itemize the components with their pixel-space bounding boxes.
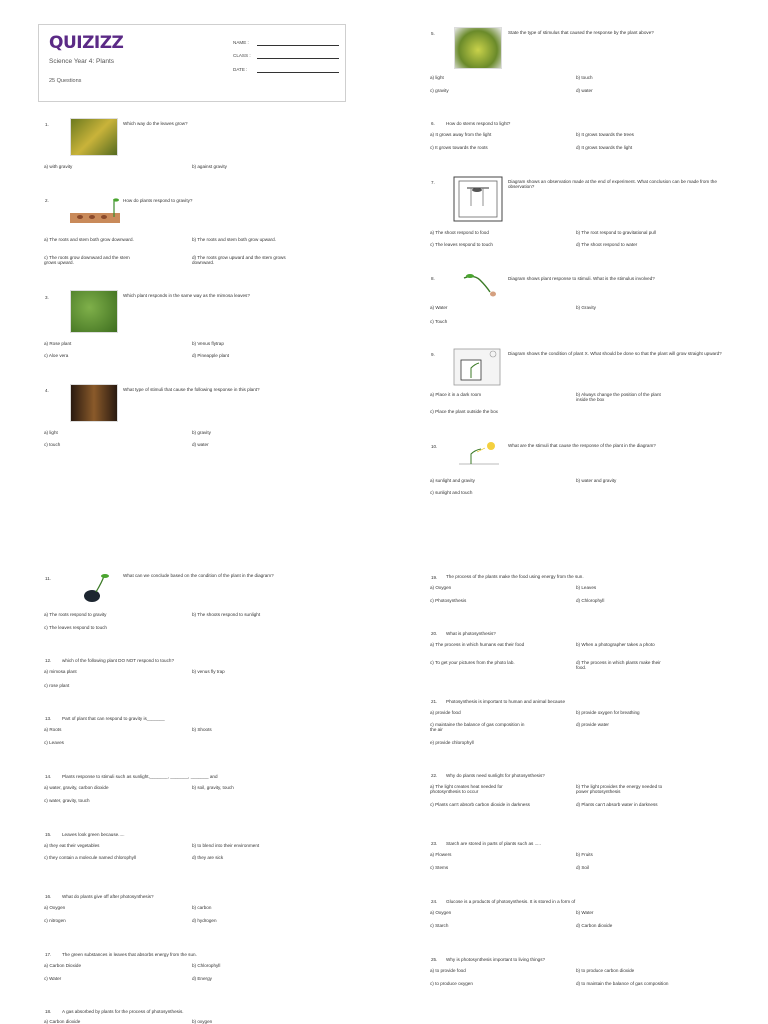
answer-option[interactable]: b) to produce carbon dioxide xyxy=(576,968,635,973)
answer-option[interactable]: b) against gravity xyxy=(192,164,227,169)
answer-option[interactable]: c) sunlight and touch xyxy=(430,490,473,495)
question-text: The process of the plants make the food using energy from the sun. xyxy=(446,574,584,579)
answer-option[interactable]: b) The roots and stem both grow upward. xyxy=(192,237,276,242)
answer-option[interactable]: c) Leaves xyxy=(44,740,64,745)
question-number: 14. xyxy=(45,774,52,779)
answer-option[interactable]: a) to provide food xyxy=(430,968,466,973)
answer-option[interactable]: d) they are sick xyxy=(192,855,224,860)
answer-option[interactable]: d) Chlorophyll xyxy=(576,598,605,603)
worksheet-title: Science Year 4: Plants xyxy=(49,58,115,65)
question-number: 10. xyxy=(431,444,438,449)
answer-option[interactable]: c) The leaves respond to touch xyxy=(44,625,107,630)
answer-option[interactable]: b) Shoots xyxy=(192,727,212,732)
answer-option[interactable]: c) The leaves respond to touch xyxy=(430,242,493,247)
answer-option[interactable]: a) water, gravity, carbon dioxide xyxy=(44,785,109,790)
answer-option[interactable]: c) to produce oxygen xyxy=(430,981,473,986)
answer-option[interactable]: a) The process in which humans eat their food xyxy=(430,642,525,647)
question-text: Starch are stored in parts of plants such as ..... xyxy=(446,841,541,846)
answer-option[interactable]: b) The light provides the energy needed to power photosynthesis xyxy=(576,784,663,795)
answer-option[interactable]: b) Leaves xyxy=(576,585,597,590)
answer-option[interactable]: c) To get your pictures from the photo lab. xyxy=(430,660,515,665)
question-number: 18. xyxy=(45,1009,52,1014)
question-number: 4. xyxy=(45,388,49,393)
question-number: 11. xyxy=(45,576,52,581)
answer-option[interactable]: b) The root respond to gravitational pull xyxy=(576,230,656,235)
answer-option[interactable]: c) It grows towards the roots xyxy=(430,145,488,150)
answer-option[interactable]: a) The roots respond to gravity xyxy=(44,612,107,617)
question-text: State the type of stimulus that caused the response by the plant above? xyxy=(508,30,654,35)
answer-option[interactable]: c) Plants can't absorb carbon dioxide in darkness xyxy=(430,802,530,807)
answer-option[interactable]: b) When a photographer takes a photo xyxy=(576,642,655,647)
answer-option[interactable]: b) venus fly trap xyxy=(192,669,225,674)
answer-option[interactable]: e) provide chlorophyll xyxy=(430,740,474,745)
venus-flytrap-image xyxy=(454,27,502,69)
answer-option[interactable]: a) sunlight and gravity xyxy=(430,478,475,483)
answer-option[interactable]: d) Pineapple plant xyxy=(192,353,230,358)
class-field[interactable] xyxy=(257,58,339,59)
answer-option[interactable]: b) touch xyxy=(576,75,593,80)
question-text: How do plants respond to gravity? xyxy=(123,198,193,203)
answer-option[interactable]: c) Starch xyxy=(430,923,449,928)
name-label: NAME : xyxy=(233,40,249,45)
experiment-diagram xyxy=(453,176,503,222)
question-number: 22. xyxy=(431,773,438,778)
question-number: 6. xyxy=(431,121,435,126)
answer-option[interactable]: b) water and gravity xyxy=(576,478,617,483)
answer-option[interactable]: d) Carbon dioxide xyxy=(576,923,613,928)
question-number: 17. xyxy=(45,952,52,957)
mimosa-image xyxy=(70,290,118,333)
tendril-diagram xyxy=(460,270,500,300)
question-text: What are the stimuli that cause the response of the plant in the diagram? xyxy=(508,443,656,448)
question-text: Why do plants need sunlight for photosynthesis? xyxy=(446,773,545,778)
potted-plant-image xyxy=(70,570,120,606)
question-text: Which plant responds in the same way as the mimosa leaves? xyxy=(123,293,250,298)
question-text: Diagram shows plant response to stimuli. What is the stimulus involved? xyxy=(508,276,655,281)
answer-option[interactable]: d) It grows towards the light xyxy=(576,145,633,150)
answer-option[interactable]: a) light xyxy=(430,75,444,80)
name-field[interactable] xyxy=(257,45,339,46)
answer-option[interactable]: a) with gravity xyxy=(44,164,73,169)
answer-option[interactable]: c) gravity xyxy=(430,88,449,93)
answer-option[interactable]: a) light xyxy=(44,430,58,435)
answer-option[interactable]: c) Touch xyxy=(430,319,448,324)
question-text: Part of plant that can respond to gravity is_______ xyxy=(62,716,165,721)
question-text: Photosynthesis is important to human and animal because xyxy=(446,699,565,704)
answer-option[interactable]: d) provide water xyxy=(576,722,609,727)
answer-option[interactable]: c) Place the plant outside the box xyxy=(430,409,498,414)
question-text: Diagram shows an observation made at the end of experiment. What conclusion can be made from the observation? xyxy=(508,179,717,190)
question-text: which of the following plant DO NOT respond to touch? xyxy=(62,658,175,663)
answer-option[interactable]: d) water xyxy=(576,88,593,93)
question-number: 9. xyxy=(431,352,435,357)
answer-option[interactable]: b) Always change the position of the plant inside the box xyxy=(576,392,661,403)
answer-option[interactable]: d) water xyxy=(192,442,209,447)
question-text: What type of stimuli that cause the following response in this plant? xyxy=(123,387,260,392)
answer-option[interactable]: b) Fruits xyxy=(576,852,593,857)
class-label: CLASS : xyxy=(233,53,251,58)
answer-option[interactable]: d) Energy xyxy=(192,976,212,981)
answer-option[interactable]: b) Water xyxy=(576,910,594,915)
answer-option[interactable]: a) It grows away from the light xyxy=(430,132,492,137)
answer-option[interactable]: c) maintaine the balance of gas composition in the air xyxy=(430,722,525,733)
answer-option[interactable]: c) they contain a molecule named chlorophyll xyxy=(44,855,136,860)
answer-option[interactable]: a) mimosa plant xyxy=(44,669,77,674)
answer-option[interactable]: c) Stems xyxy=(430,865,449,870)
answer-option[interactable]: a) Rose plant xyxy=(44,341,72,346)
answer-option[interactable]: b) Gravity xyxy=(576,305,596,310)
answer-option[interactable]: a) Roots xyxy=(44,727,62,732)
answer-option[interactable]: b) carbon xyxy=(192,905,212,910)
question-number: 5. xyxy=(431,31,435,36)
answer-option[interactable]: a) Carbon Dioxide xyxy=(44,963,82,968)
date-field[interactable] xyxy=(257,72,339,73)
answer-option[interactable]: c) touch xyxy=(44,442,61,447)
quizizz-logo: QUIZIZZ xyxy=(49,33,124,53)
answer-option[interactable]: d) Plants can't absorb water in darkness xyxy=(576,802,658,807)
question-text: What do plants give off after photosynthesis? xyxy=(62,894,154,899)
question-number: 1. xyxy=(45,122,49,127)
answer-option[interactable]: a) Water xyxy=(430,305,448,310)
answer-option[interactable]: d) The roots grow upward and the stem grows downward. xyxy=(192,255,286,266)
question-number: 8. xyxy=(431,276,435,281)
question-number: 13. xyxy=(45,716,52,721)
answer-option[interactable]: c) Photosynthesis xyxy=(430,598,467,603)
answer-option[interactable]: b) oxygen xyxy=(192,1019,213,1024)
answer-option[interactable]: a) Oxygen xyxy=(44,905,66,910)
sunlight-plant-diagram xyxy=(455,438,503,470)
question-text: Why is photosynthesis important to living things? xyxy=(446,957,546,962)
answer-option[interactable]: a) The light creates heat needed for photosynthesis to occur xyxy=(430,784,503,795)
answer-option[interactable]: c) Aloe vera xyxy=(44,353,69,358)
sprouts-image xyxy=(70,384,118,422)
answer-option[interactable]: b) provide oxygen for breathing xyxy=(576,710,640,715)
answer-option[interactable]: d) to maintain the balance of gas composition xyxy=(576,981,669,986)
answer-option[interactable]: d) The shoot respond to water xyxy=(576,242,638,247)
seedling-image xyxy=(70,195,120,227)
answer-option[interactable]: c) nitrogen xyxy=(44,918,66,923)
question-text: The green substances in leaves that absorbs energy from the sun. xyxy=(62,952,197,957)
question-count: 25 Questions xyxy=(49,78,82,84)
answer-option[interactable]: b) It grows towards the trees xyxy=(576,132,634,137)
question-number: 3. xyxy=(45,295,49,300)
answer-option[interactable]: d) The process in which plants make their food. xyxy=(576,660,661,671)
answer-option[interactable]: c) The roots grow downward and the stem grows upward. xyxy=(44,255,130,266)
question-text: Diagram shows the condition of plant X. What should be done so that the plant will grow straight upward? xyxy=(508,351,722,356)
answer-option[interactable]: a) Oxygen xyxy=(430,585,452,590)
leaves-image xyxy=(70,118,118,156)
answer-option[interactable]: a) Oxygen xyxy=(430,910,452,915)
date-label: DATE : xyxy=(233,67,248,72)
answer-option[interactable]: a) Flowers xyxy=(430,852,452,857)
plant-box-diagram xyxy=(453,348,501,386)
question-number: 21. xyxy=(431,699,438,704)
answer-option[interactable]: a) Carbon dioxide xyxy=(44,1019,81,1024)
question-number: 16. xyxy=(45,894,52,899)
answer-option[interactable]: a) Place it in a dark room xyxy=(430,392,482,397)
question-text: A gas absorbed by plants for the process of photosynthesis. xyxy=(62,1009,184,1014)
answer-option[interactable]: b) The shoots respond to sunlight xyxy=(192,612,261,617)
answer-option[interactable]: c) rose plant xyxy=(44,683,70,688)
question-text: Which way do the leaves grow? xyxy=(123,121,188,126)
question-text: What is photosynthesis? xyxy=(446,631,496,636)
question-number: 15. xyxy=(45,832,52,837)
answer-option[interactable]: d) Soil xyxy=(576,865,590,870)
question-text: What can we conclude based on the condition of the plant in the diagram? xyxy=(123,573,274,578)
answer-option[interactable]: a) The shoot respond to food xyxy=(430,230,489,235)
question-number: 20. xyxy=(431,631,438,636)
question-number: 7. xyxy=(431,180,435,185)
question-text: Leaves look green because..... xyxy=(62,832,125,837)
question-number: 19. xyxy=(431,575,438,580)
question-text: How do stems respond to light? xyxy=(446,121,511,126)
answer-option[interactable]: b) Venus flytrap xyxy=(192,341,224,346)
question-number: 24. xyxy=(431,899,438,904)
answer-option[interactable]: b) gravity xyxy=(192,430,211,435)
answer-option[interactable]: b) to blend into their environment xyxy=(192,843,260,848)
question-text: Glucose is a products of photosynthesis. It is stored in a form of xyxy=(446,899,576,904)
question-number: 23. xyxy=(431,841,438,846)
answer-option[interactable]: a) provide food xyxy=(430,710,461,715)
answer-option[interactable]: a) they eat their vegetables xyxy=(44,843,100,848)
answer-option[interactable]: d) hydrogen xyxy=(192,918,217,923)
worksheet-header xyxy=(38,24,346,102)
answer-option[interactable]: c) Water xyxy=(44,976,62,981)
answer-option[interactable]: a) The roots and stem both grow downward. xyxy=(44,237,134,242)
question-number: 2. xyxy=(45,198,49,203)
question-number: 25. xyxy=(431,957,438,962)
answer-option[interactable]: c) water, gravity, touch xyxy=(44,798,90,803)
answer-option[interactable]: b) Chlorophyll xyxy=(192,963,221,968)
answer-option[interactable]: b) soil, gravity, touch xyxy=(192,785,234,790)
question-number: 12. xyxy=(45,658,52,663)
question-text: Plants response to stimuli such as sunlight,_______, _______, _______ and xyxy=(62,774,218,779)
